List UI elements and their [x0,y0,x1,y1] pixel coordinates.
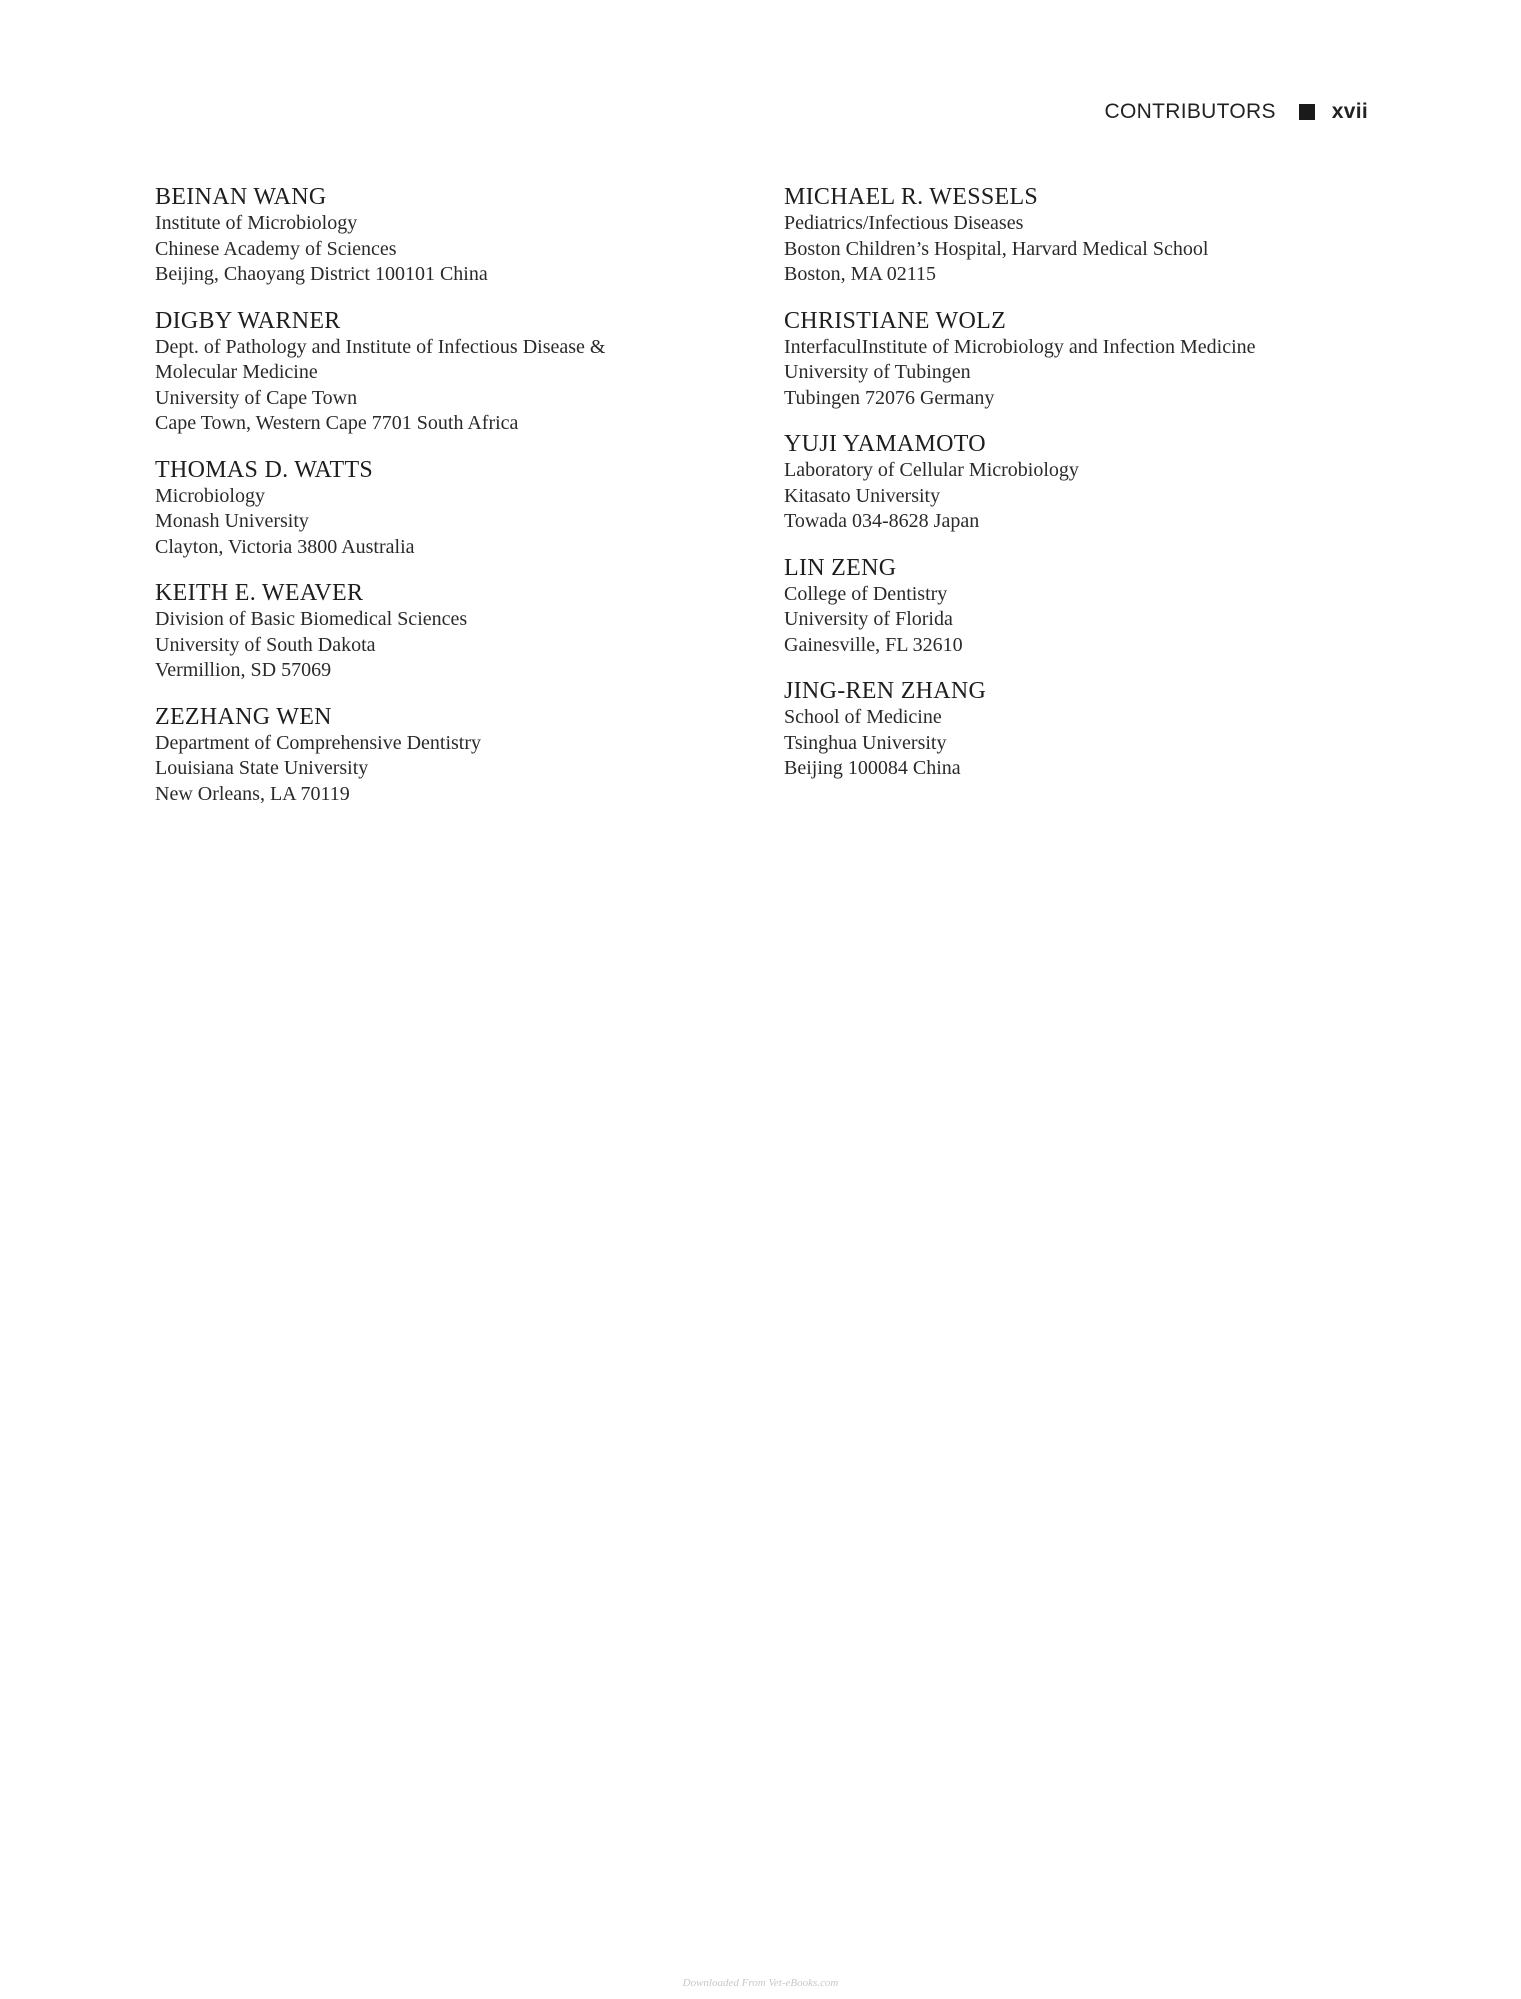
contributor-name: MICHAEL R. WESSELS [784,184,1039,210]
contributor-name: YUJI YAMAMOTO [784,431,986,457]
affiliation-line: Microbiology [155,484,265,507]
running-head [1105,100,1368,124]
contributor-name: KEITH E. WEAVER [155,580,364,606]
affiliation-line: University of South Dakota [155,633,376,656]
affiliation-line: Laboratory of Cellular Microbiology [784,459,1079,481]
affiliation-line: Clayton, Victoria 3800 Australia [155,535,415,558]
contributor-entry [155,183,755,288]
affiliation-line: Chinese Academy of Sciences [155,237,397,260]
contributor-entry [155,456,755,561]
contributors-left-column [155,183,755,826]
affiliation-line: Beijing 100084 China [784,757,961,779]
affiliation-line: Boston, MA 02115 [784,263,937,285]
contributor-entry [784,183,1404,288]
affiliation-line: University of Tubingen [784,361,971,383]
affiliation-line: Louisiana State University [155,757,369,779]
affiliation-line: Kitasato University [784,484,941,507]
section-title: CONTRIBUTORS [1104,100,1276,123]
contributor-name: THOMAS D. WATTS [155,456,374,483]
square-bullet-icon [1299,104,1315,120]
affiliation-line: Cape Town, Western Cape 7701 South Africa [155,412,519,434]
contributor-entry [784,307,1404,412]
affiliation-line: InterfaculInstitute of Microbiology and Infection Medicine [784,335,1256,358]
contributor-entry [784,677,1404,782]
contributors-right-column [784,183,1404,801]
affiliation-line: Department of Comprehensive Dentistry [155,731,482,754]
affiliation-line: Tubingen 72076 Germany [784,386,995,409]
contributor-entry [155,307,755,437]
download-watermark: Downloaded From Vet-eBooks.com [682,1977,839,1989]
contributor-entry [784,430,1404,535]
contributor-name: DIGBY WARNER [155,307,341,334]
contributor-entry [155,579,755,684]
contributor-name: ZEZHANG WEN [155,703,332,730]
affiliation-line: Gainesville, FL 32610 [784,633,963,656]
affiliation-line: Boston Children’s Hospital, Harvard Medical School [784,237,1209,260]
affiliation-line: New Orleans, LA 70119 [155,782,350,805]
contributor-entry [155,703,755,808]
affiliation-line: Dept. of Pathology and Institute of Infectious Disease & [155,335,606,358]
page-number: xvii [1331,100,1368,123]
affiliation-line: College of Dentistry [784,582,948,605]
contributor-entry [784,554,1404,659]
affiliation-line: Vermillion, SD 57069 [155,659,332,681]
contributor-name: JING-REN ZHANG [784,678,987,704]
contributor-name: LIN ZENG [784,554,897,581]
contributor-name: BEINAN WANG [155,184,327,210]
contributor-name: CHRISTIANE WOLZ [784,307,1007,334]
affiliation-line: School of Medicine [784,706,942,728]
affiliation-line: Molecular Medicine [155,361,318,383]
affiliation-line: Beijing, Chaoyang District 100101 China [155,263,488,285]
affiliation-line: University of Florida [784,608,953,630]
affiliation-line: University of Cape Town [155,386,358,409]
affiliation-line: Institute of Microbiology [155,212,358,234]
affiliation-line: Division of Basic Biomedical Sciences [155,608,468,630]
affiliation-line: Pediatrics/Infectious Diseases [784,212,1024,234]
affiliation-line: Monash University [155,510,309,532]
affiliation-line: Towada 034-8628 Japan [784,510,980,532]
affiliation-line: Tsinghua University [784,731,947,754]
